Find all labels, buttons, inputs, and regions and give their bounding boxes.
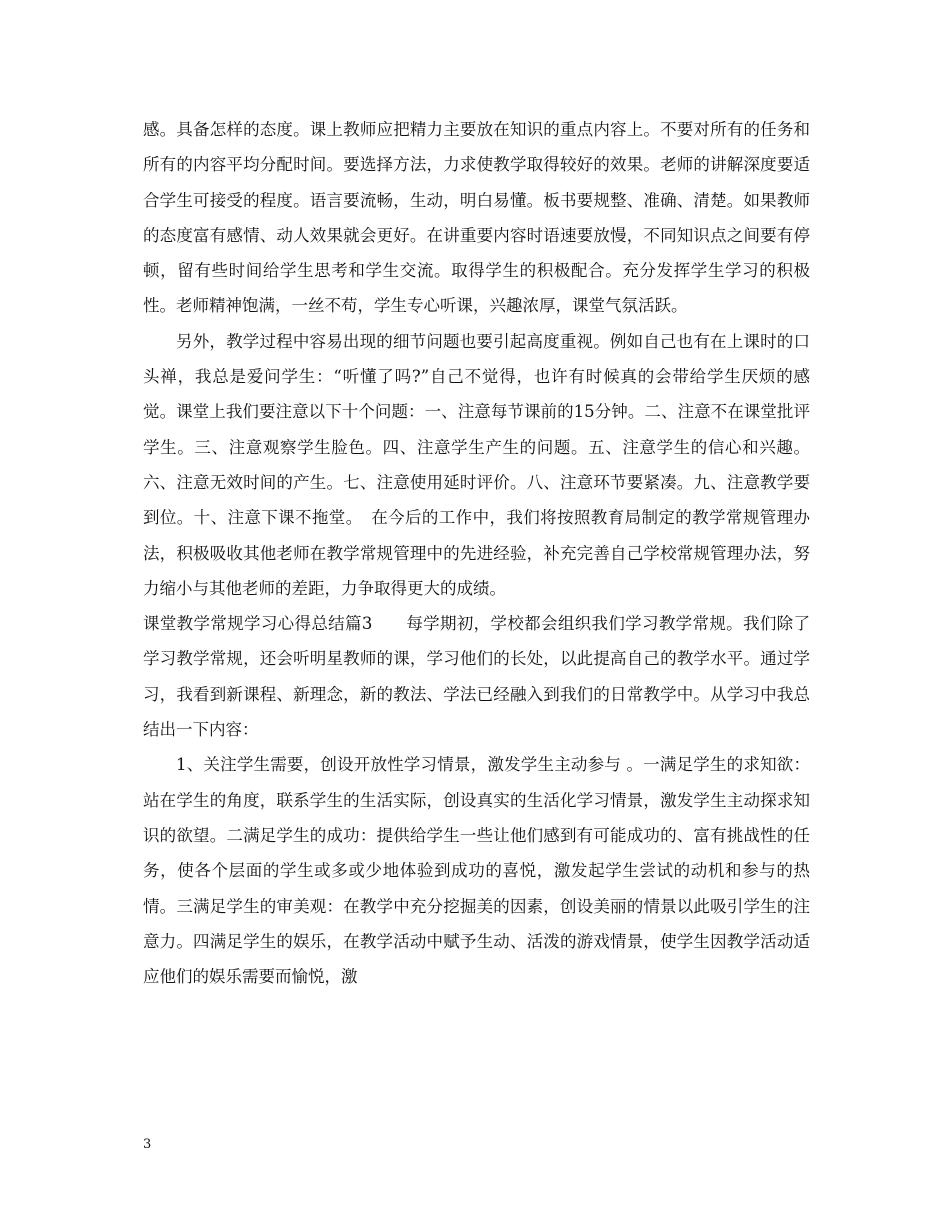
page-number: 3 bbox=[143, 1137, 152, 1152]
paragraph-classroom-details: 另外，教学过程中容易出现的细节问题也要引起高度重视。例如自己也有在上课时的口头禅，我总是爱问学生：“听懂了吗?”自己不觉得，也许有时候真的会带给学生厌烦的感觉。课堂上我们要注意以下十个问题：一、注意每节课前的15分钟。二、注意不在课堂批评学生。三、注意观察学生脸色。四、注意学生产生的问题。五、注意学生的信心和兴趣。六、注意无效时间的产生。七、注意使用延时评价。八、注意环节要紧凑。九、注意教学要到位。十、注意下课不拖堂。 在今后的工作中，我们将按照教育局制定的教学常规管理办法，积极吸收其他老师在教学常规管理中的先进经验，补充完善自己学校常规管理办法，努力缩小与其他老师的差距，力争取得更大的成绩。 bbox=[143, 331, 810, 598]
paragraph-continuation: 感。具备怎样的态度。课上教师应把精力主要放在知识的重点内容上。不要对所有的任务和所有的内容平均分配时间。要选择方法，力求使教学取得较好的效果。老师的讲解深度要适合学生可接受的程度。语言要流畅，生动，明白易懂。板书要规整、准确、清楚。如果教师的态度富有感情、动人效果就会更好。在讲重要内容时语速要放慢，不同知识点之间要有停顿，留有些时间给学生思考和学生交流。取得学生的积极配合。充分发挥学生学习的积极性。老师精神饱满，一丝不苟，学生专心听课，兴趣浓厚，课堂气氛活跃。 bbox=[143, 120, 810, 316]
section-heading-paragraph: 课堂教学常规学习心得总结篇3 每学期初，学校都会组织我们学习教学常规。我们除了学习教学常规，还会听明星教师的课，学习他们的长处，以此提高自己的教学水平。通过学习，我看到新课程、新理念，新的教法、学法已经融入到我们的日常教学中。从学习中我总结出一下内容： bbox=[143, 614, 810, 740]
body-text bbox=[143, 112, 810, 994]
paragraph-student-needs: 1、关注学生需要，创设开放性学习情景，激发学生主动参与 。一满足学生的求知欲：站在学生的角度，联系学生的生活实际，创设真实的生活化学习情景，激发学生主动探求知识的欲望。二满足学生的成功：提供给学生一些让他们感到有可能成功的、富有挑战性的任务，使各个层面的学生或多或少地体验到成功的喜悦，激发起学生尝试的动机和参与的热情。三满足学生的审美观：在教学中充分挖掘美的因素，创设美丽的情景以此吸引学生的注意力。四满足学生的娱乐，在教学活动中赋予生动、活泼的游戏情景，使学生因教学活动适应他们的娱乐需要而愉悦，激 bbox=[143, 755, 810, 987]
